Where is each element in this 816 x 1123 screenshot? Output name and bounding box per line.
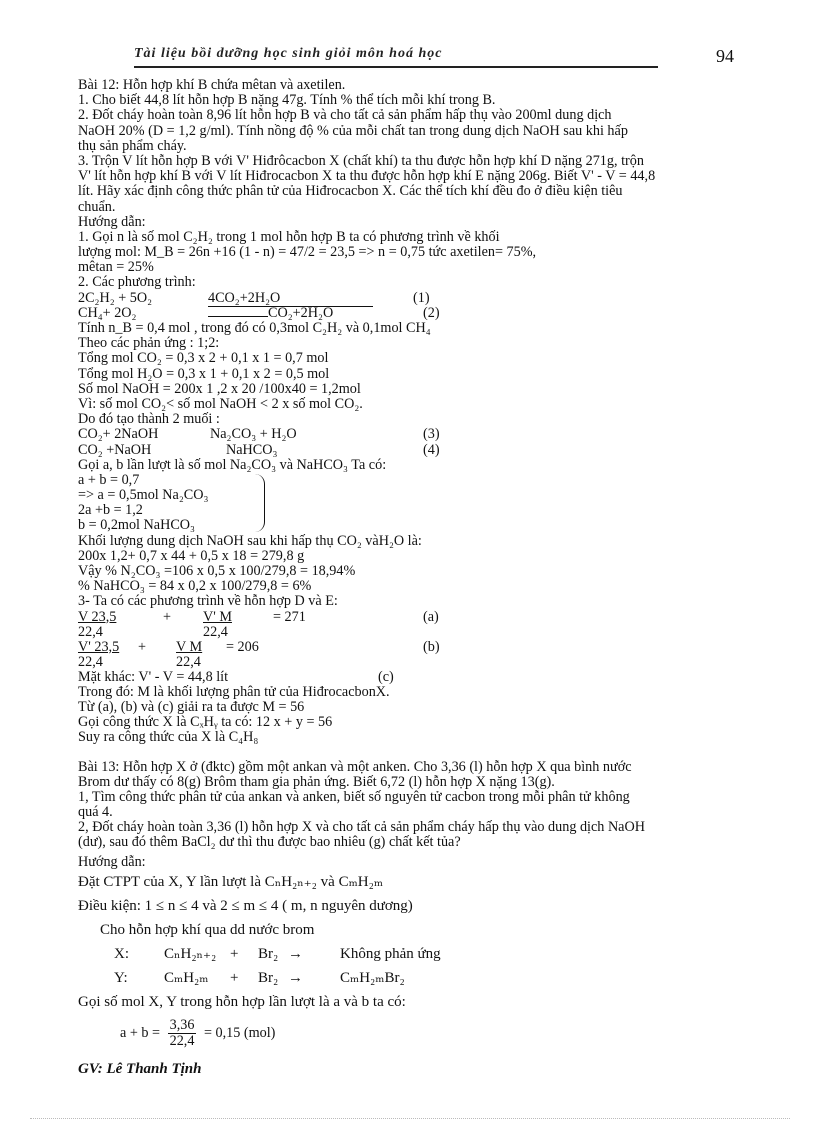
text-line: Mặt khác: V' - V = 44,8 lít (c) — [78, 668, 394, 685]
text-line: lít. Hãy xác định công thức phân tử của Hiđrocacbon X. Các thể tích khí đều đo ở điều kiện tiêu — [78, 183, 623, 200]
text-line: 2. Các phương trình: — [78, 274, 196, 291]
text-line: Số mol NaOH = 200x 1 ,2 x 20 /100x40 = 1,2mol — [78, 380, 361, 397]
document-body — [78, 78, 778, 1049]
reaction-x: X: CₙH₂ₙ₊₂ + Br₂ → Không phản ứng — [114, 945, 441, 962]
text-line: quá 4. — [78, 804, 113, 821]
text-line: % NaHCO₃ = 84 x 0,2 x 100/279,8 = 6% — [78, 578, 312, 595]
footer-author: GV: Lê Thanh Tịnh — [78, 1061, 202, 1077]
text-line: Tính n_B = 0,4 mol , trong đó có 0,3mol C₂H₂ và 0,1mol CH₄ — [78, 320, 431, 336]
text-line: Brom dư thấy có 8(g) Brôm tham gia phản ứng. Biết 6,72 (l) hỗn hợp X nặng 13(g). — [78, 773, 555, 790]
text-line: a + b = 0,7 — [78, 471, 140, 488]
reaction-y: Y: CₘH₂ₘ + Br₂ → CₘH₂ₘBr₂ — [114, 969, 405, 986]
text-line: 1. Cho biết 44,8 lít hỗn hợp B nặng 47g. Tính % thể tích mỗi khí trong B. — [78, 92, 496, 109]
text-line: Hướng dẫn: — [78, 853, 146, 870]
text-line: Điều kiện: 1 ≤ n ≤ 4 và 2 ≤ m ≤ 4 ( m, n nguyên dương) — [78, 897, 413, 914]
brace — [254, 474, 265, 532]
text-line: Cho hỗn hợp khí qua dd nước brom — [100, 921, 315, 938]
text-line: Do đó tạo thành 2 muối : — [78, 411, 220, 428]
text-line: 2, Đốt cháy hoàn toàn 3,36 (l) hỗn hợp X và cho tất cả sản phẩm cháy hấp thụ vào dung dịch NaOH — [78, 819, 645, 836]
text-line: Vậy % N₂CO₃ =106 x 0,5 x 100/279,8 = 18,94% — [78, 563, 356, 579]
text-line: Vì: số mol CO₂< số mol NaOH < 2 x số mol CO₂. — [78, 395, 363, 412]
text-line: 1. Gọi n là số mol C₂H₂ trong 1 mol hỗn hợp B ta có phương trình về khối — [78, 228, 500, 245]
text-line: 2. Đốt cháy hoàn toàn 8,96 lít hỗn hợp B và cho tất cả sản phẩm hấp thụ vào 200ml dung dịch — [78, 107, 612, 124]
text-line: 2a +b = 1,2 — [78, 502, 143, 519]
text-line: 3- Ta có các phương trình về hỗn hợp D và E: — [78, 593, 338, 610]
system-block — [78, 458, 778, 534]
text-line: Gọi a, b lần lượt là số mol Na₂CO₃ và NaHCO₃ Ta có: — [78, 456, 387, 473]
text-line: b = 0,2mol NaHCO₃ — [78, 517, 195, 534]
text-line: NaOH 20% (D = 1,2 g/ml). Tính nồng độ % của mỗi chất tan trong dung dịch NaOH sau khi hấp — [78, 122, 628, 139]
text-line: Suy ra công thức của X là C₄H₈ — [78, 729, 259, 746]
text-line: 3. Trộn V lít hỗn hợp B với V' Hiđrôcacbon X (chất khí) ta thu được hỗn hợp khí D nặng 271g, trộn — [78, 152, 644, 169]
equation-2: CH₄+ 2O₂ CO₂+2H₂O (2) — [78, 304, 440, 321]
text-line: mêtan = 25% — [78, 259, 154, 276]
fraction: $\frac{3,36}{22,4}$ — [169, 1016, 195, 1050]
text-line: 200x 1,2+ 0,7 x 44 + 0,5 x 18 = 279,8 g — [78, 547, 305, 564]
text-line: Tổng mol H₂O = 0,3 x 1 + 0,1 x 2 = 0,5 mol — [78, 365, 330, 382]
equation-1: 2C₂H₂ + 5O₂ 4CO₂+2H₂O (1) — [78, 289, 430, 306]
text-line: Khối lượng dung dịch NaOH sau khi hấp thụ CO₂ vàH₂O là: — [78, 532, 422, 549]
text-line: Gọi công thức X là CₓHᵧ ta có: 12 x + y = 56 — [78, 714, 333, 731]
text-line: => a = 0,5mol Na₂CO₃ — [78, 487, 209, 504]
text-line: Bài 12: Hỗn hợp khí B chứa mêtan và axetilen. — [78, 77, 346, 93]
fraction-equation-b: $\frac{V' 23,5}{22,4}$ + $\frac{\text{V M}}{22,4}$ = 206 (b) — [78, 638, 440, 670]
text-line: V' lít hỗn hợp khí B với V lít Hiđrocacbon X ta thu được hỗn hợp khí E nặng 206g. Biết V' - V = 44,8 — [78, 168, 656, 185]
final-equation: a + b = $\frac{3,36}{22,4}$ = 0,15 (mol) — [120, 1016, 276, 1050]
text-line: Trong đó: M là khối lượng phân tử của HiđrocacbonX. — [78, 683, 390, 700]
text-line: Hướng dẫn: — [78, 213, 146, 230]
equation-3: CO₂+ 2NaOH Na₂CO₃ + H₂O (3) — [78, 426, 440, 443]
text-line: Bài 13: Hỗn hợp X ở (đktc) gồm một ankan và một anken. Cho 3,36 (l) hỗn hợp X qua bình nước — [78, 758, 632, 775]
text-line: Gọi số mol X, Y trong hỗn hợp lần lượt là a và b ta có: — [78, 993, 406, 1010]
text-line: Theo các phản ứng : 1;2: — [78, 335, 220, 352]
text-line: Tổng mol CO₂ = 0,3 x 2 + 0,1 x 1 = 0,7 mol — [78, 350, 329, 367]
header-rule — [134, 66, 658, 68]
text-line: lượng mol: M_B = 26n +16 (1 - n) = 47/2 = 23,5 => n = 0,75 tức axetilen= 75%, — [78, 244, 537, 261]
text-line: Đặt CTPT của X, Y lần lượt là CₙH₂ₙ₊₂ và CₘH₂ₘ — [78, 873, 384, 890]
page-number: 94 — [716, 46, 734, 66]
text-line: (dư), sau đó thêm BaCl₂ dư thì thu được bao nhiêu (g) chất kết tủa? — [78, 834, 461, 851]
text-line: Từ (a), (b) và (c) giải ra ta được M = 56 — [78, 698, 305, 715]
text-line: chuẩn. — [78, 198, 116, 215]
fraction-equation-a: $\frac{V 23,5}{22,4}$ + $\frac{V' M}{22,4}$ = 271 (a) — [78, 608, 439, 640]
page-edge — [30, 1118, 790, 1119]
text-line: 1, Tìm công thức phân tử của ankan và anken, biết số nguyên tử cacbon trong mỗi phân tử không — [78, 788, 630, 805]
text-line: thụ sản phẩm cháy. — [78, 137, 187, 154]
header-title: Tài liệu bồi dưỡng học sinh giỏi môn hoá học — [134, 46, 443, 61]
equation-4: CO₂ +NaOH NaHCO₃ (4) — [78, 441, 440, 458]
